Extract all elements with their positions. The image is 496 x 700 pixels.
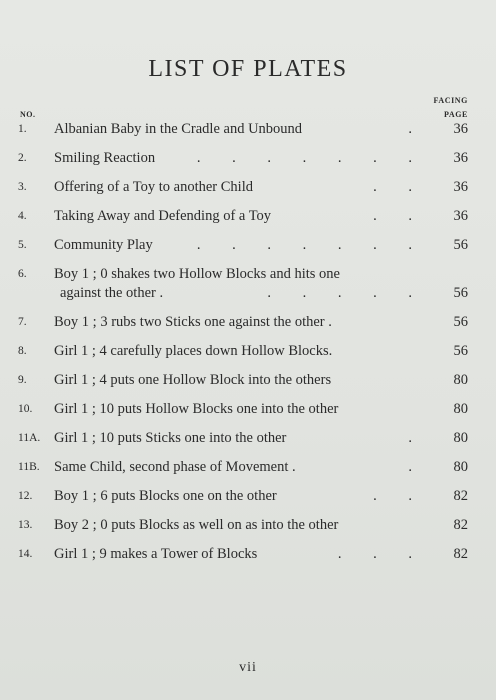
plate-number: 3. (18, 181, 27, 193)
facing-page-number: 82 (453, 546, 468, 562)
plate-caption: Girl 1 ; 4 carefully places down Hollow Blocks. (54, 343, 333, 359)
facing-page-number: 82 (453, 517, 468, 533)
page-folio: vii (239, 660, 257, 675)
plate-entry (18, 425, 468, 454)
leader-dots: . . . . . (267, 285, 426, 301)
plate-entry (18, 309, 468, 338)
plate-number: 10. (18, 403, 33, 415)
plate-number: 5. (18, 239, 27, 251)
number-column-header: NO. (20, 110, 36, 119)
plate-caption: Boy 1 ; 3 rubs two Sticks one against the other . (54, 314, 332, 330)
leader-dots: . (408, 459, 426, 475)
plate-caption: Girl 1 ; 10 puts Hollow Blocks one into the other (54, 401, 339, 417)
plate-entry (18, 203, 468, 232)
facing-label: FACING (433, 96, 468, 105)
plate-entry (18, 483, 468, 512)
plate-entry (18, 261, 468, 309)
plate-caption: Girl 1 ; 9 makes a Tower of Blocks (54, 546, 258, 562)
plate-caption: Smiling Reaction (54, 150, 156, 166)
leader-dots: . . (373, 208, 426, 224)
leader-dots: . . . (337, 546, 426, 562)
leader-dots: . (408, 121, 426, 137)
plate-caption: Taking Away and Defending of a Toy (54, 208, 272, 224)
facing-page-number: 36 (453, 150, 468, 166)
plate-entry (18, 396, 468, 425)
plate-number: 1. (18, 123, 27, 135)
plate-caption-line-1: Boy 1 ; 0 shakes two Hollow Blocks and hits one (54, 266, 340, 282)
plate-caption-line-2: against the other . (60, 285, 164, 301)
leader-dots: . . (373, 488, 426, 504)
plate-entry (18, 454, 468, 483)
plate-number: 7. (18, 316, 27, 328)
facing-page-number: 56 (453, 343, 468, 359)
page-title: LIST OF PLATES (148, 56, 348, 82)
plate-number: 6. (18, 268, 27, 280)
plate-entry (18, 367, 468, 396)
facing-page-number: 56 (453, 237, 468, 253)
facing-page-number: 80 (453, 372, 468, 388)
plate-caption: Community Play (54, 237, 153, 253)
plate-number: 11A. (18, 432, 41, 444)
plate-entry (18, 512, 468, 541)
facing-page-number: 56 (453, 314, 468, 330)
facing-page-number: 82 (453, 488, 468, 504)
plate-caption: Girl 1 ; 10 puts Sticks one into the other (54, 430, 287, 446)
leader-dots: . (408, 430, 426, 446)
facing-page-number: 80 (453, 430, 468, 446)
plate-number: 4. (18, 210, 27, 222)
plate-number: 8. (18, 345, 27, 357)
leader-dots: . . . . . . . (196, 237, 426, 253)
plate-caption: Offering of a Toy to another Child (54, 179, 253, 195)
facing-page-number: 56 (453, 285, 468, 301)
plate-entry (18, 174, 468, 203)
plate-number: 13. (18, 519, 33, 531)
plate-caption: Albanian Baby in the Cradle and Unbound (54, 121, 303, 137)
page-label: PAGE (443, 110, 468, 119)
facing-page-number: 36 (453, 179, 468, 195)
plate-number: 11B. (18, 461, 40, 473)
facing-page-number: 80 (453, 401, 468, 417)
plates-list (18, 116, 468, 570)
plate-entry (18, 338, 468, 367)
facing-page-number: 80 (453, 459, 468, 475)
plate-caption: Boy 1 ; 6 puts Blocks one on the other (54, 488, 277, 504)
plate-number: 12. (18, 490, 33, 502)
facing-page-number: 36 (453, 208, 468, 224)
plate-entry (18, 541, 468, 570)
plate-caption: Boy 2 ; 0 puts Blocks as well on as into the other (54, 517, 339, 533)
plate-number: 2. (18, 152, 27, 164)
plate-caption: Girl 1 ; 4 puts one Hollow Block into the others (54, 372, 332, 388)
facing-page-number: 36 (453, 121, 468, 137)
plate-entry (18, 232, 468, 261)
plate-number: 9. (18, 374, 27, 386)
leader-dots: . . (373, 179, 426, 195)
leader-dots: . . . . . . . (196, 150, 426, 166)
plate-entry (18, 145, 468, 174)
plate-number: 14. (18, 548, 33, 560)
plate-entry (18, 116, 468, 145)
plate-caption: Same Child, second phase of Movement . (54, 459, 296, 475)
